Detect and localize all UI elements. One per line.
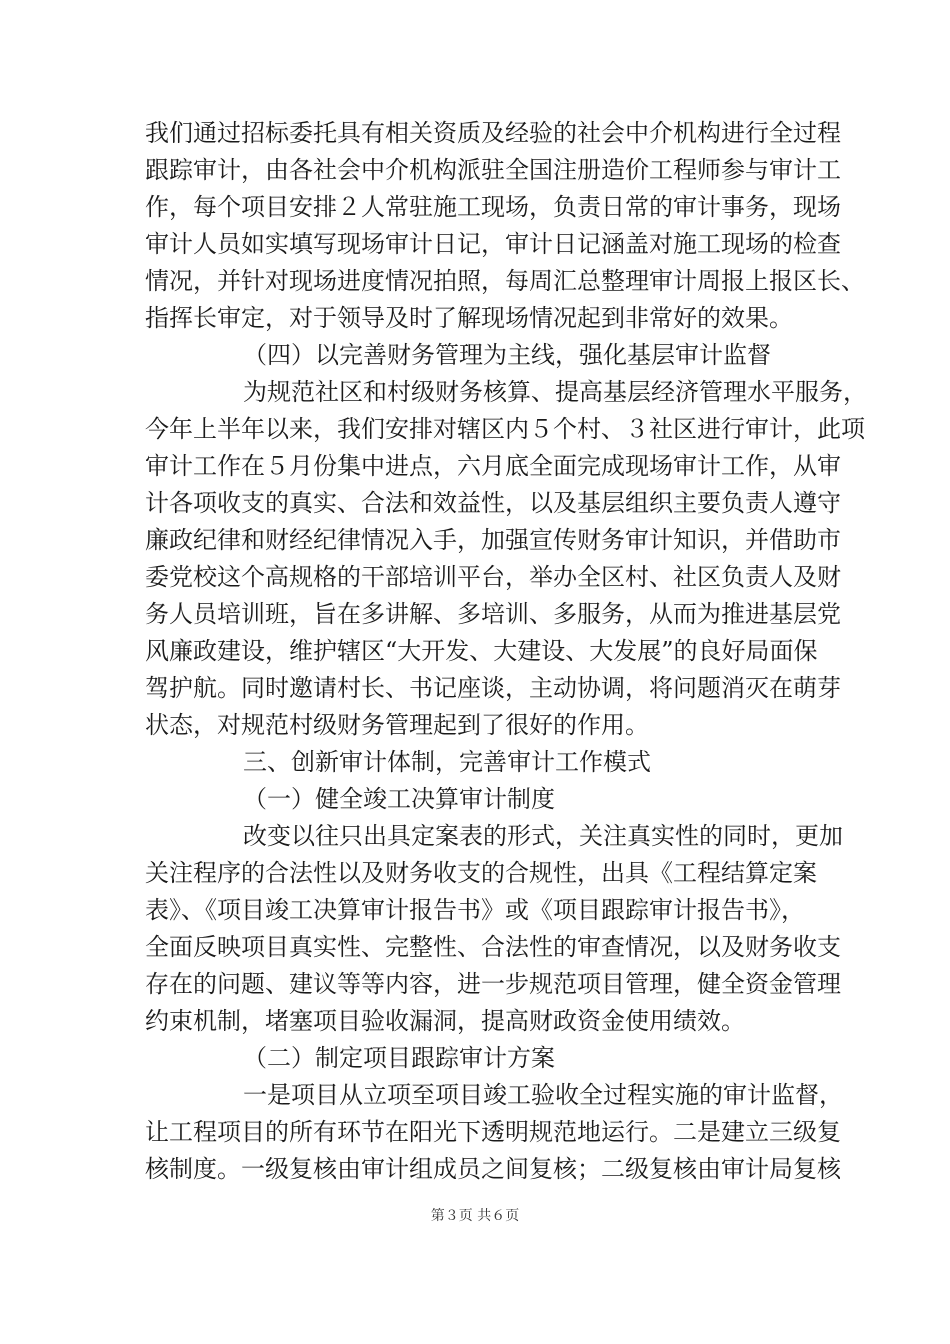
body-text-line: 风廉政建设，维护辖区“大开发、大建设、大发展”的良好局面保: [145, 637, 818, 665]
body-text-line: 委党校这个高规格的干部培训平台，举办全区村、社区负责人及财: [145, 563, 841, 591]
subsection-heading: （一）健全竣工决算审计制度: [243, 785, 555, 813]
body-text-line: 让工程项目的所有环节在阳光下透明规范地运行。二是建立三级复: [145, 1118, 841, 1146]
body-text-line: 存在的问题、建议等等内容，进一步规范项目管理，健全资金管理: [145, 970, 841, 998]
body-text-line: 核制度。一级复核由审计组成员之间复核；二级复核由审计局复核: [145, 1155, 841, 1183]
page-number-footer: 第３页 共６页: [430, 1208, 520, 1224]
body-text-line: 约束机制，堵塞项目验收漏洞，提高财政资金使用绩效。: [145, 1007, 745, 1035]
body-text-line: 审计人员如实填写现场审计日记，审计日记涵盖对施工现场的检查: [145, 230, 841, 258]
subsection-heading: （二）制定项目跟踪审计方案: [243, 1044, 555, 1072]
body-text-line: 务人员培训班，旨在多讲解、多培训、多服务，从而为推进基层党: [145, 600, 841, 628]
body-text-line: 全面反映项目真实性、完整性、合法性的审查情况，以及财务收支: [145, 933, 841, 961]
body-text-line: 关注程序的合法性以及财务收支的合规性，出具《工程结算定案: [145, 859, 817, 887]
body-text-line: 我们通过招标委托具有相关资质及经验的社会中介机构进行全过程: [145, 119, 841, 147]
body-text-line: 驾护航。同时邀请村长、书记座谈，主动协调，将问题消灭在萌芽: [145, 674, 841, 702]
body-text-line: 表》、《项目竣工决算审计报告书》或《项目跟踪审计报告书》，: [145, 896, 805, 924]
body-text-line: 跟踪审计，由各社会中介机构派驻全国注册造价工程师参与审计工: [145, 156, 841, 184]
body-text-line: 廉政纪律和财经纪律情况入手，加强宣传财务审计知识，并借助市: [145, 526, 841, 554]
body-text-line: 一是项目从立项至项目竣工验收全过程实施的审计监督，: [243, 1081, 843, 1109]
body-text-line: 今年上半年以来，我们安排对辖区内５个村、３社区进行审计，此项: [145, 415, 865, 443]
body-text-line: 改变以往只出具定案表的形式，关注真实性的同时，更加: [243, 822, 843, 850]
body-text-line: 计各项收支的真实、合法和效益性，以及基层组织主要负责人遵守: [145, 489, 841, 517]
body-text-line: 审计工作在５月份集中进点，六月底全面完成现场审计工作，从审: [145, 452, 841, 480]
body-text-line: 作，每个项目安排２人常驻施工现场，负责日常的审计事务，现场: [145, 193, 841, 221]
section-heading: （四）以完善财务管理为主线，强化基层审计监督: [243, 341, 771, 369]
body-text-line: 状态，对规范村级财务管理起到了很好的作用。: [145, 711, 649, 739]
body-text-line: 指挥长审定，对于领导及时了解现场情况起到非常好的效果。: [145, 304, 793, 332]
body-text-line: 为规范社区和村级财务核算、提高基层经济管理水平服务，: [243, 378, 867, 406]
section-heading: 三、创新审计体制，完善审计工作模式: [243, 748, 651, 776]
body-text-line: 情况，并针对现场进度情况拍照，每周汇总整理审计周报上报区长、: [145, 267, 865, 295]
